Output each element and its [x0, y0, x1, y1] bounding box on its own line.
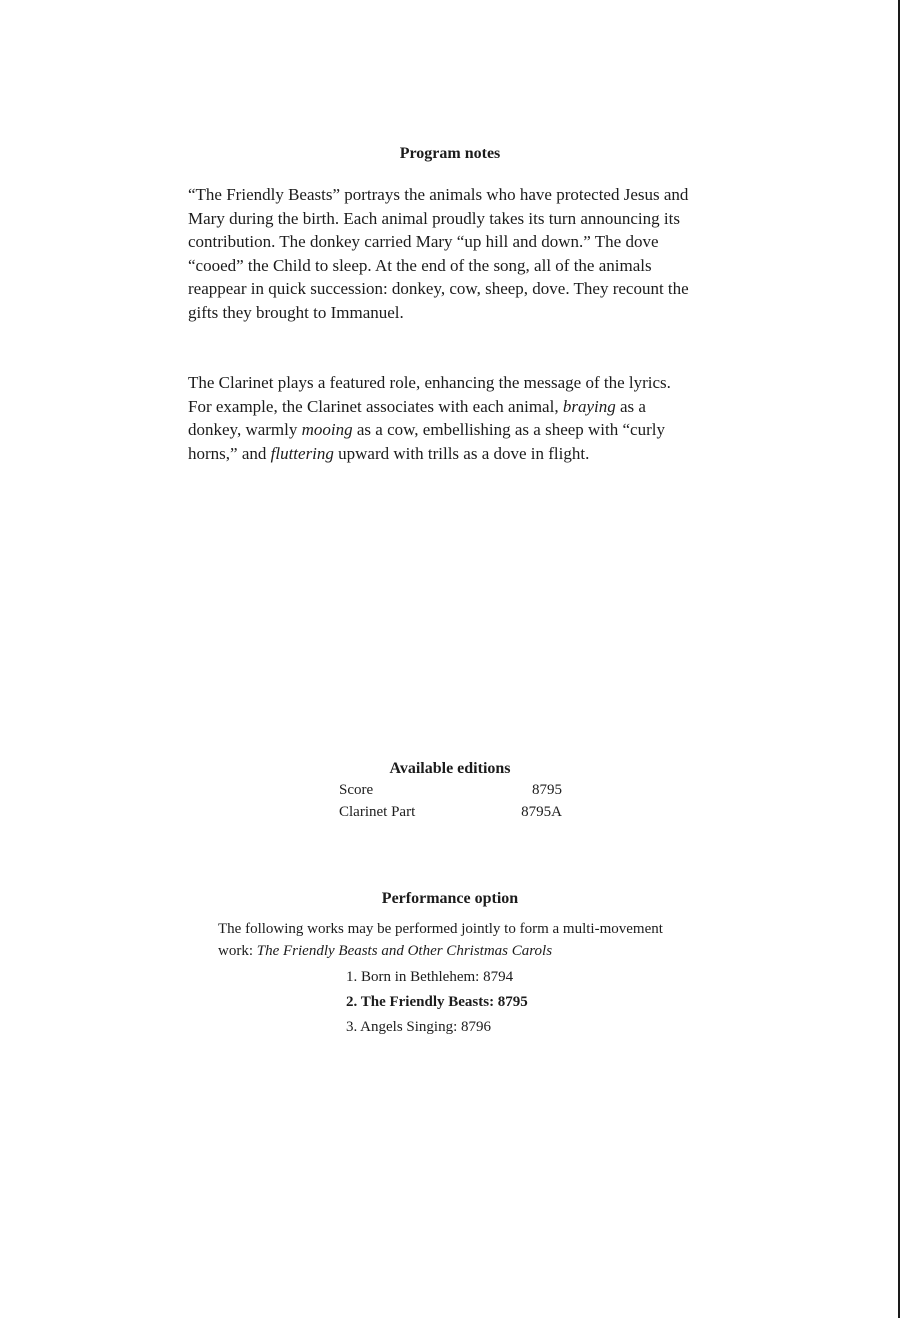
- work-item-current: 2. The Friendly Beasts: 8795: [346, 994, 528, 1010]
- edition-name: Score: [339, 782, 374, 798]
- mooing-emphasis: mooing: [301, 420, 353, 440]
- edition-code: 8795: [532, 782, 562, 798]
- braying-emphasis: braying: [562, 396, 616, 416]
- performance-option-heading: Performance option: [381, 890, 519, 907]
- performance-option-text: [218, 918, 688, 962]
- edition-row: [339, 780, 562, 801]
- performance-intro: The following works may be performed jointly to form a multi-movement work:: [218, 921, 663, 959]
- available-editions-heading: Available editions: [389, 760, 511, 777]
- edition-name: Clarinet Part: [339, 804, 416, 820]
- work-item: 3. Angels Singing: 8796: [346, 1019, 492, 1035]
- fluttering-emphasis: fluttering: [270, 443, 334, 463]
- program-notes-paragraph-2: [188, 371, 698, 465]
- paragraph-2-text-1: The Clarinet plays a featured role, enhancing the message of the lyrics. For example, the Clarinet associates with each animal,: [188, 373, 671, 416]
- collection-title: The Friendly Beasts and Other Christmas Carols: [256, 943, 553, 959]
- paragraph-2-text-3: as a cow, embellishing as a sheep with “curly horns,” and: [188, 420, 665, 463]
- program-notes-heading: Program notes: [399, 145, 501, 162]
- work-item: 1. Born in Bethlehem: 8794: [346, 969, 514, 985]
- paragraph-2-text-2: as a donkey, warmly: [188, 396, 646, 440]
- edition-row: [339, 802, 562, 823]
- paragraph-2-text-4: upward with trills as a dove in flight.: [333, 443, 590, 463]
- program-notes-paragraph-1: “The Friendly Beasts” portrays the animals who have protected Jesus and Mary during the birth. Each animal proudly takes its turn announcing its contribution. The donkey carried Mary “up hill and down.” The dove “cooed” the Child to sleep. At the end of the song, all of the animals reappear in quick succession: donkey, cow, sheep, dove. They recount the gifts they brought to Immanuel.: [188, 185, 689, 322]
- edition-code: 8795A: [521, 804, 562, 820]
